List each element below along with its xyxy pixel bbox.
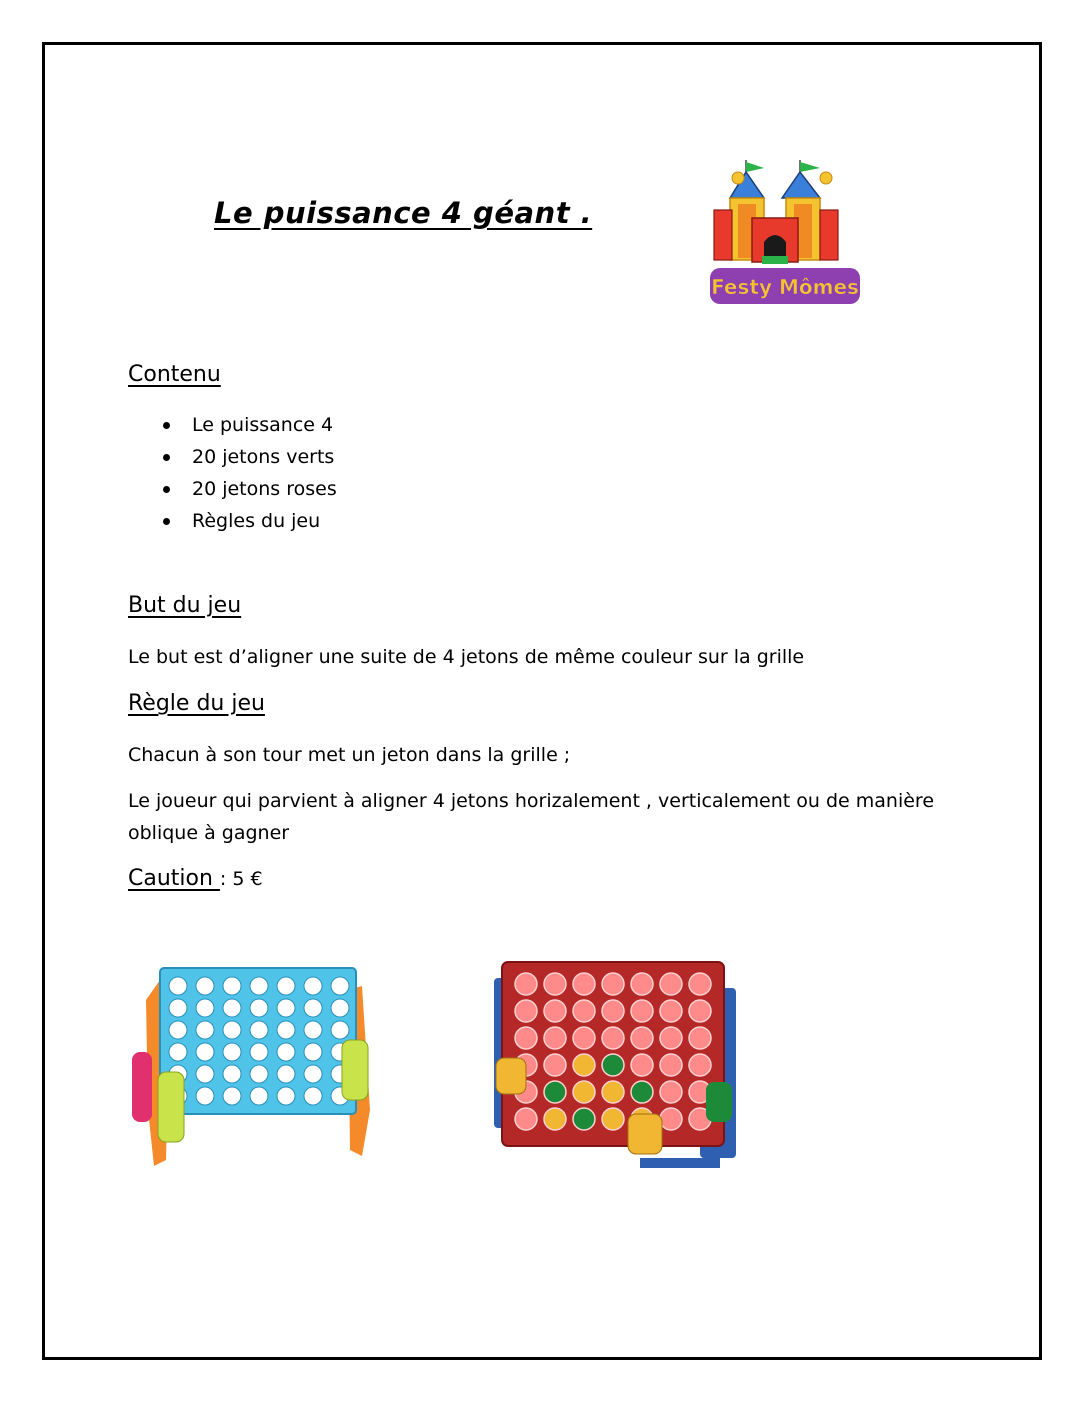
grid-hole [544,1000,566,1022]
grid-hole [631,1000,653,1022]
grid-hole [573,1000,595,1022]
grid-hole [277,1043,295,1061]
grid-hole [573,1054,595,1076]
photo-red-connect-four [490,958,740,1188]
grid-hole [544,1054,566,1076]
grid-hole [602,1108,624,1130]
grid-hole [660,1054,682,1076]
grid-hole [689,973,711,995]
grid-hole [544,1108,566,1130]
grid-hole [602,973,624,995]
heading-contenu: Contenu [128,362,221,387]
grid-hole [660,1000,682,1022]
grid-hole [196,1043,214,1061]
bullet-icon [163,422,170,429]
grid-hole [223,1021,241,1039]
list-item [160,441,337,473]
grid-hole [573,1108,595,1130]
grid-hole [304,999,322,1017]
grid-hole [573,1027,595,1049]
grid-hole [544,1081,566,1103]
grid-hole [631,1027,653,1049]
grid-hole [602,1054,624,1076]
grid-hole [544,973,566,995]
grid-hole [515,1108,537,1130]
heading-but-du-jeu: But du jeu [128,593,242,618]
bullet-icon [163,486,170,493]
regle-paragraph-1: Chacun à son tour met un jeton dans la grille ; [128,744,571,766]
logo-wordmark: Festy Mômes [711,275,859,299]
contenu-list [160,409,337,537]
grid-hole [689,1054,711,1076]
grid-hole [602,1081,624,1103]
grid-hole [304,1065,322,1083]
list-item-text: Règles du jeu [192,510,321,532]
but-du-jeu-text: Le but est d’aligner une suite de 4 jetons de même couleur sur la grille [128,646,805,668]
grid-hole [631,1054,653,1076]
grid-hole [250,1043,268,1061]
heading-regle-du-jeu: Règle du jeu [128,691,265,716]
grid-hole [196,999,214,1017]
grid-hole [277,1021,295,1039]
grid-hole [515,973,537,995]
grid-hole [223,999,241,1017]
grid-hole [660,1108,682,1130]
grid-hole [573,973,595,995]
grid-hole [277,977,295,995]
grid-hole [331,999,349,1017]
grid-hole [331,977,349,995]
grid-hole [169,999,187,1017]
grid-hole [331,1021,349,1039]
grid-hole [196,977,214,995]
bullet-icon [163,518,170,525]
grid-hole [515,1000,537,1022]
grid-hole [196,1021,214,1039]
festy-momes-logo [708,160,862,308]
grid-hole [250,977,268,995]
grid-hole [223,1043,241,1061]
caution-value: : 5 € [219,868,263,890]
grid-hole [223,1087,241,1105]
regle-paragraph-2: Le joueur qui parvient à aligner 4 jetons horizalement , verticalement ou de manière oblique à gagner [128,790,935,844]
list-item [160,473,337,505]
grid-hole [169,1021,187,1039]
grid-hole [573,1081,595,1103]
grid-hole [223,977,241,995]
grid-hole [660,1027,682,1049]
grid-hole [250,1065,268,1083]
grid-hole [602,1027,624,1049]
grid-hole [602,1000,624,1022]
grid-hole [544,1027,566,1049]
list-item [160,505,337,537]
grid-hole [250,999,268,1017]
grid-hole [689,1000,711,1022]
grid-hole [304,1043,322,1061]
grid-hole [277,1087,295,1105]
grid-hole [196,1087,214,1105]
grid-hole [660,1081,682,1103]
list-item-text: 20 jetons roses [192,478,337,500]
grid-hole [304,977,322,995]
list-item [160,409,337,441]
caution-label: Caution [128,866,220,891]
caution-line [128,866,263,891]
grid-hole [515,1027,537,1049]
grid-hole [196,1065,214,1083]
grid-hole [304,1087,322,1105]
grid-hole [277,1065,295,1083]
list-item-text: 20 jetons verts [192,446,335,468]
grid-hole [631,973,653,995]
grid-hole [250,1087,268,1105]
grid-hole [169,1043,187,1061]
bullet-icon [163,454,170,461]
grid-hole [689,1027,711,1049]
grid-hole [250,1021,268,1039]
grid-hole [169,977,187,995]
grid-hole [631,1081,653,1103]
grid-hole [660,973,682,995]
grid-hole [223,1065,241,1083]
page-title: Le puissance 4 géant . [214,196,593,230]
grid-hole [277,999,295,1017]
photo-blue-connect-four [126,960,386,1172]
list-item-text: Le puissance 4 [192,414,334,436]
grid-hole [304,1021,322,1039]
